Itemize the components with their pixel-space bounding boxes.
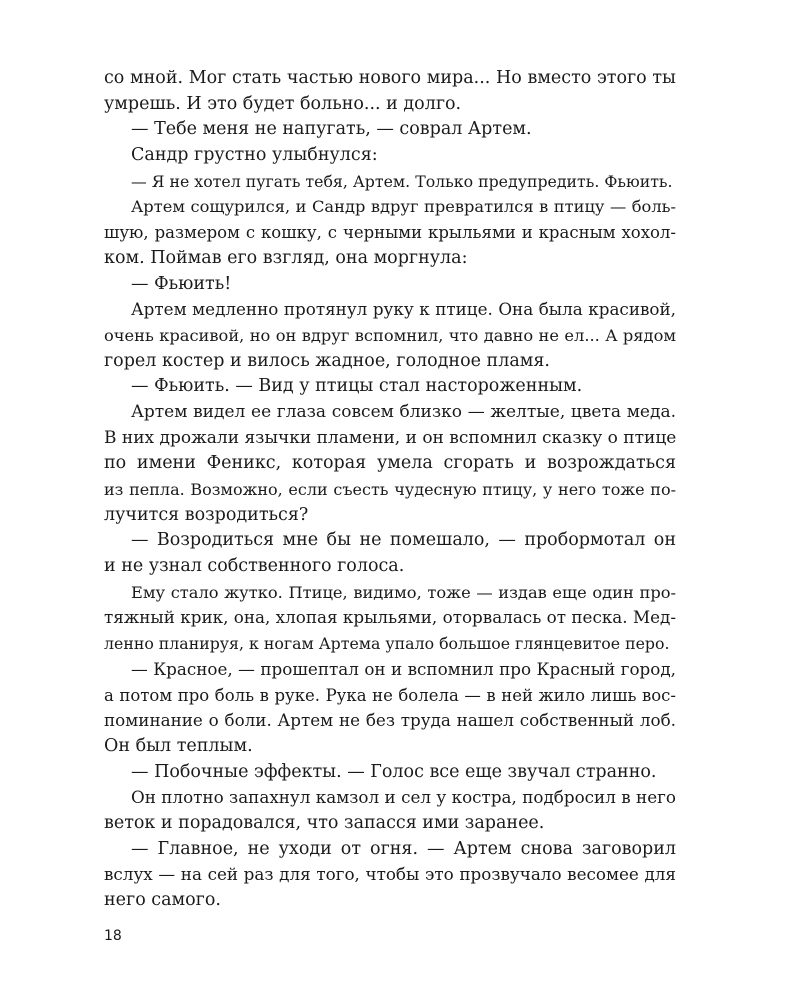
text-line: — Фьюить!: [131, 273, 232, 294]
page-number: 18: [104, 928, 122, 944]
text-line: — Фьюить. — Вид у птицы стал настороженным.: [131, 376, 583, 397]
text-line: — Главное, не уходи от огня. — Артем снова заговорил: [131, 838, 676, 859]
text-line: очень красивой, но он вдруг вспомнил, что давно не ел... А рядом: [104, 325, 676, 345]
text-line: него самого.: [104, 890, 221, 910]
text-line: — Возродиться мне бы не помешало, — пробормотал он: [131, 530, 676, 551]
text-line: со мной. Мог стать частью нового мира... Но вместо этого ты: [104, 68, 676, 88]
text-line: Артем сощурился, и Сандр вдруг превратился в птицу — боль-: [131, 197, 676, 217]
text-line: ленно планируя, к ногам Артема упало большое глянцевитое перо.: [104, 634, 670, 654]
text-line: Артем видел ее глаза совсем близко — желтые, цвета меда.: [131, 401, 676, 422]
text-line: и не узнал собственного голоса.: [104, 556, 405, 577]
text-line: вслух — на сей раз для того, чтобы это прозвучало весомее для: [104, 864, 676, 885]
text-line: веток и порадовался, что запасся ими заранее.: [104, 812, 545, 833]
text-line: — Тебе меня не напугать, — соврал Артем.: [131, 119, 532, 140]
text-line: Сандр грустно улыбнулся:: [131, 145, 378, 166]
text-line: В них дрожали язычки пламени, и он вспомнил сказку о птице: [104, 427, 677, 448]
text-line: Артем медленно протянул руку к птице. Она была красивой,: [131, 299, 676, 320]
text-line: Ему стало жутко. Птице, видимо, тоже — издав еще один про-: [131, 582, 676, 602]
text-line: шую, размером с кошку, с черными крыльями и красным хохол-: [104, 223, 676, 243]
text-line: лучится возродиться?: [104, 504, 309, 525]
text-line: а потом про боль в руке. Рука не болела — в ней жило лишь вос-: [104, 685, 676, 705]
text-line: тяжный крик, она, хлопая крыльями, оторвалась от песка. Мед-: [104, 607, 676, 628]
text-line: — Побочные эффекты. — Голос все еще звучал странно.: [131, 761, 657, 782]
text-line: по имени Феникс, которая умела сгорать и возрождаться: [104, 453, 676, 474]
body-text: [104, 66, 676, 914]
text-line: ком. Поймав его взгляд, она моргнула:: [104, 247, 468, 268]
text-line: горел костер и вилось жадное, голодное пламя.: [104, 350, 550, 371]
text-line: Он плотно запахнул камзол и сел у костра, подбросил в него: [131, 787, 676, 808]
text-line: Он был теплым.: [104, 735, 253, 756]
text-line: — Красное, — прошептал он и вспомнил про Красный город,: [131, 658, 676, 679]
text-line: поминание о боли. Артем не без труда нашел собственный лоб.: [104, 710, 676, 731]
text-line: — Я не хотел пугать тебя, Артем. Только предупредить. Фьюить.: [131, 171, 673, 191]
text-line: умрешь. И это будет больно... и долго.: [104, 93, 462, 114]
text-line: из пепла. Возможно, если съесть чудесную птицу, у него тоже по-: [104, 480, 676, 499]
